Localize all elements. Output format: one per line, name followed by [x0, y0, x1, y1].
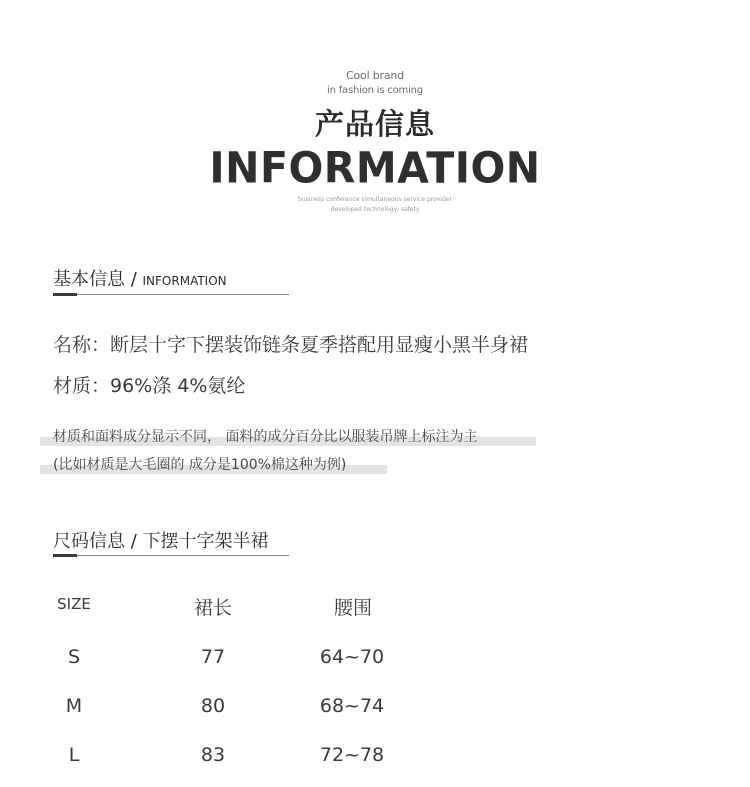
basic-info-heading-sub: INFORMATION	[142, 274, 227, 288]
column-header-length: 裙长	[193, 597, 232, 619]
size-cell-s: S	[67, 646, 81, 668]
column-header-size: SIZE	[57, 595, 91, 613]
tiny-caption-1: business conference simultaneous service provider	[298, 196, 452, 203]
basic-info-heading	[53, 265, 227, 291]
waist-cell-s: 64~70	[319, 646, 385, 668]
basic-info-rule	[53, 294, 289, 295]
tagline-cool-brand: Cool brand	[346, 69, 404, 82]
waist-cell-l: 72~78	[319, 744, 385, 766]
material-note-1: 材质和面料成分显示不同， 面料的成分百分比以服装吊牌上标注为主	[53, 429, 478, 445]
tiny-caption-2: developed technology, safety	[330, 206, 420, 213]
material-line: 材质：96%涤 4%氨纶	[53, 375, 246, 397]
basic-info-heading-text: 基本信息 /	[53, 269, 143, 290]
waist-cell-m: 68~74	[319, 695, 385, 717]
basic-info-rule-accent	[53, 293, 77, 296]
length-cell-s: 77	[200, 646, 226, 668]
length-cell-l: 83	[200, 744, 226, 766]
material-note-2: (比如材质是大毛圈的 成分是100%棉这种为例)	[53, 457, 347, 473]
page-title-en: INFORMATION	[209, 142, 541, 194]
column-header-waist: 腰围	[333, 597, 372, 619]
length-cell-m: 80	[200, 695, 226, 717]
size-cell-l: L	[68, 744, 80, 766]
size-cell-m: M	[65, 695, 83, 717]
size-info-heading: 尺码信息 / 下摆十字架半裙	[53, 531, 269, 552]
size-info-rule-accent	[53, 554, 77, 557]
tagline-fashion: in fashion is coming	[327, 85, 423, 96]
product-name-line: 名称：断层十字下摆装饰链条夏季搭配用显瘦小黑半身裙	[53, 334, 529, 356]
size-info-rule	[53, 555, 289, 556]
page-title-cn: 产品信息	[314, 107, 435, 141]
